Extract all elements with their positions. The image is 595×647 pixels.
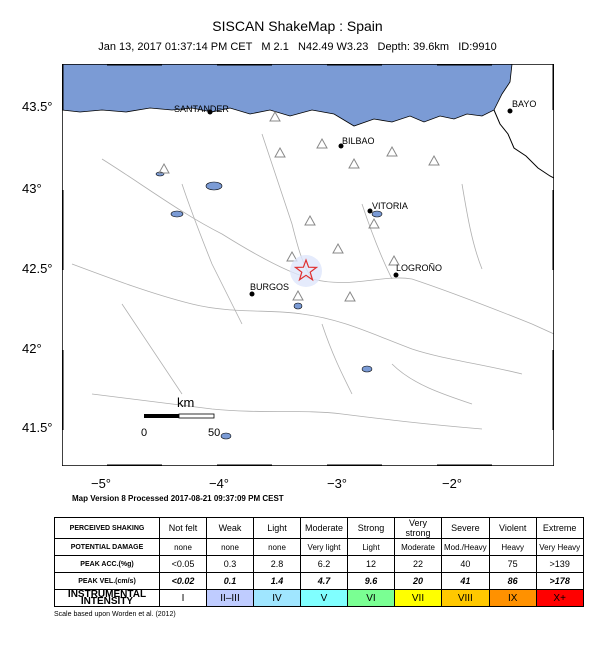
legend-cell: 2.8 [254, 556, 301, 573]
legend-cell: Heavy [489, 539, 536, 556]
legend-cell: >139 [536, 556, 583, 573]
map-title: SISCAN ShakeMap : Spain [212, 18, 383, 34]
legend-cell: Light [254, 518, 301, 539]
legend-cell: Mod./Heavy [442, 539, 490, 556]
legend-header: INSTRUMENTAL INTENSITY [55, 590, 160, 607]
legend-cell: 9.6 [348, 573, 395, 590]
legend-cell: 20 [395, 573, 442, 590]
credit: Scale based upon Worden et al. (2012) [54, 611, 176, 618]
legend-cell: none [207, 539, 254, 556]
scale-unit: km [177, 395, 195, 410]
legend-cell: Severe [442, 518, 490, 539]
legend-cell: >178 [536, 573, 583, 590]
legend-mmi-cell: VIII [442, 590, 490, 607]
legend-cell: <0.02 [160, 573, 207, 590]
scale-end: 50 [208, 427, 221, 439]
legend-header: POTENTIAL DAMAGE [55, 539, 160, 556]
city-label-santander: SANTANDER [174, 104, 229, 114]
legend-cell: none [160, 539, 207, 556]
lat-label-41-5: 41.5° [22, 420, 53, 435]
event-info: Jan 13, 2017 01:37:14 PM CET M 2.1 N42.49 W3.23 Depth: 39.6km ID:9910 [98, 41, 497, 53]
lon-label-4: −4° [208, 476, 230, 491]
legend-cell: Very strong [395, 518, 442, 539]
legend-header: PEAK VEL.(cm/s) [55, 573, 160, 590]
legend-cell: 1.4 [254, 573, 301, 590]
legend-mmi-cell: X+ [536, 590, 583, 607]
legend-cell: 0.1 [207, 573, 254, 590]
lon-label-3: −3° [326, 476, 348, 491]
lon-label-5: −5° [90, 476, 112, 491]
lon-label-2: −2° [441, 476, 463, 491]
lat-label-42-5: 42.5° [22, 261, 53, 276]
legend-cell: Moderate [395, 539, 442, 556]
legend-cell: 22 [395, 556, 442, 573]
legend-cell: <0.05 [160, 556, 207, 573]
legend-header: PERCEIVED SHAKING [55, 518, 160, 539]
legend-cell: Extreme [536, 518, 583, 539]
legend-cell: 40 [442, 556, 490, 573]
legend-cell: 4.7 [301, 573, 348, 590]
legend-cell: Weak [207, 518, 254, 539]
city-label-bayo: BAYO [512, 99, 537, 109]
legend-cell: Strong [348, 518, 395, 539]
legend-cell: Light [348, 539, 395, 556]
city-label-vitoria: VITORIA [372, 201, 408, 211]
lat-label-43-5: 43.5° [22, 99, 53, 114]
map-frame[interactable] [62, 64, 554, 466]
legend-mmi-cell: VII [395, 590, 442, 607]
legend-cell: 0.3 [207, 556, 254, 573]
legend-cell: Very Heavy [536, 539, 583, 556]
city-label-burgos: BURGOS [250, 282, 290, 292]
lat-label-43: 43° [22, 181, 42, 196]
scale-start: 0 [141, 427, 148, 439]
legend-mmi-cell: IX [489, 590, 536, 607]
legend-cell: none [254, 539, 301, 556]
legend-row-damage [55, 539, 584, 556]
legend-cell: Very light [301, 539, 348, 556]
legend-cell: Not felt [160, 518, 207, 539]
legend-cell: Violent [489, 518, 536, 539]
legend-cell: 12 [348, 556, 395, 573]
legend-row-mmi [55, 590, 584, 607]
legend-mmi-cell: II–III [207, 590, 254, 607]
legend-cell: Moderate [301, 518, 348, 539]
legend-mmi-cell: VI [348, 590, 395, 607]
lat-label-42: 42° [22, 341, 42, 356]
legend-row-perceived [55, 518, 584, 539]
legend-cell: 75 [489, 556, 536, 573]
city-label-logrono: LOGROÑO [396, 263, 443, 273]
legend-mmi-cell: IV [254, 590, 301, 607]
legend-cell: 86 [489, 573, 536, 590]
legend-row-pgv [55, 573, 584, 590]
map-version: Map Version 8 Processed 2017-08-21 09:37:09 PM CEST [72, 494, 284, 503]
legend-cell: 41 [442, 573, 490, 590]
city-label-bilbao: BILBAO [342, 136, 375, 146]
legend-header: PEAK ACC.(%g) [55, 556, 160, 573]
legend-cell: 6.2 [301, 556, 348, 573]
legend-mmi-cell: I [160, 590, 207, 607]
map-svg[interactable] [62, 64, 554, 466]
legend-row-pga [55, 556, 584, 573]
legend-mmi-cell: V [301, 590, 348, 607]
intensity-legend [54, 517, 584, 607]
